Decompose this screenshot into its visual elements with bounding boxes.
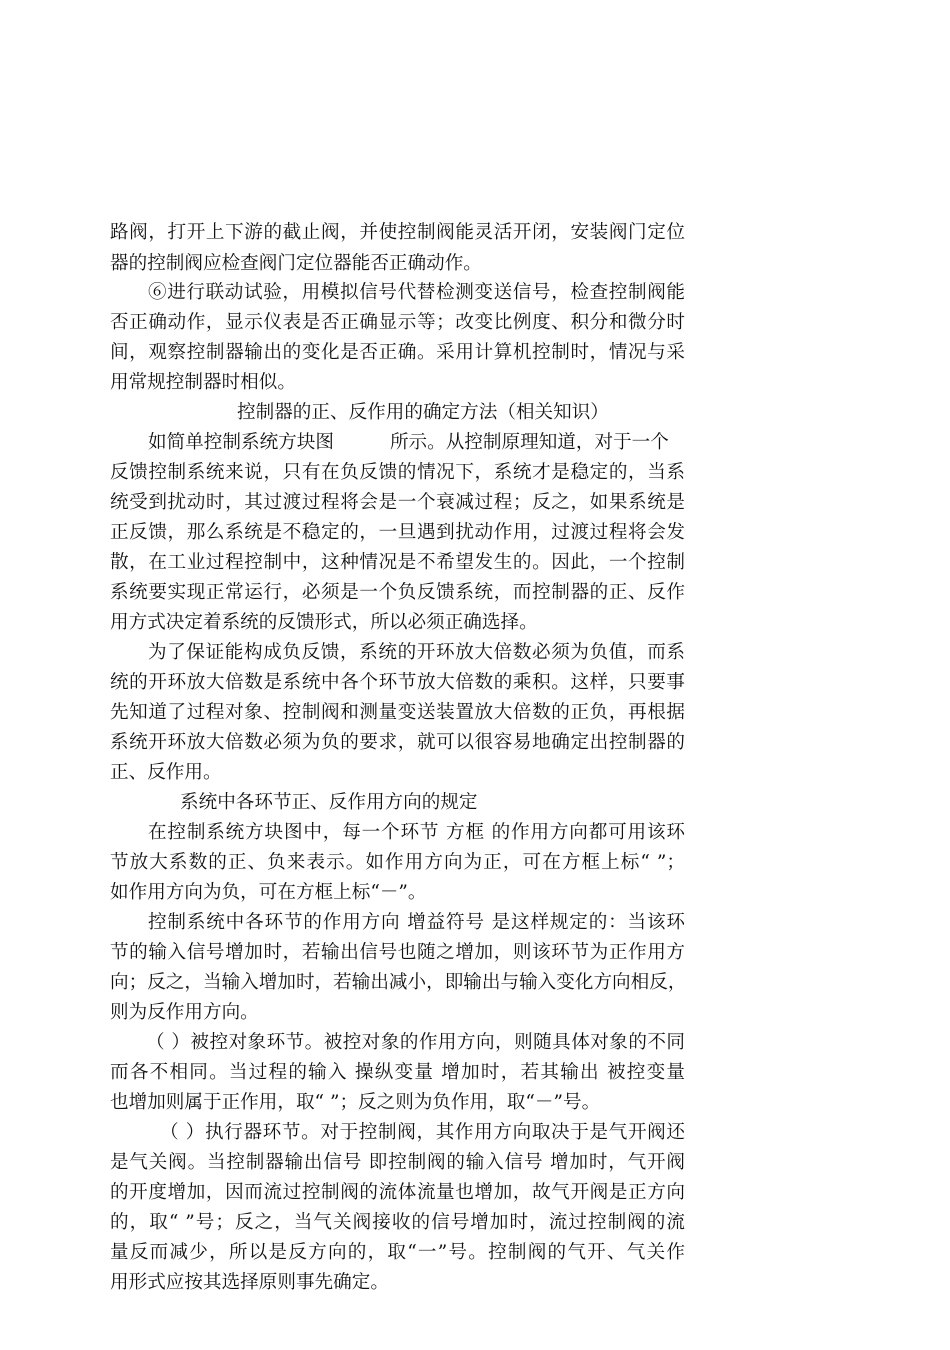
text-line: 节的输入信号增加时，若输出信号也随之增加，则该环节为正作用方 (110, 942, 685, 963)
text-line: 散，在工业过程控制中，这种情况是不希望发生的。因此，一个控制 (110, 552, 685, 573)
section-heading: 控制器的正、反作用的确定方法（相关知识） (237, 402, 609, 423)
list-item-start: （ ）被控对象环节。被控对象的作用方向，则随具体对象的不同 (146, 1032, 685, 1053)
text-line: 的开度增加，因而流过控制阀的流体流量也增加，故气开阀是正方向 (110, 1182, 685, 1203)
text-line: 正、反作用。 (110, 762, 222, 783)
text-fragment: 所示。从控制原理知道，对于一个 (389, 432, 669, 453)
text-line: 用常规控制器时相似。 (110, 372, 296, 393)
paragraph-start: 为了保证能构成负反馈，系统的开环放大倍数必须为负值，而系 (148, 642, 685, 663)
list-item-start: （ ）执行器环节。对于控制阀，其作用方向取决于是气开阀还 (160, 1122, 685, 1143)
text-line: 否正确动作，显示仪表是否正确显示等；改变比例度、积分和微分时 (110, 312, 685, 333)
paragraph-start: 控制系统中各环节的作用方向 增益符号 是这样规定的：当该环 (148, 912, 685, 933)
text-line: 量反而减少，所以是反方向的，取“一”号。控制阀的气开、气关作 (110, 1242, 685, 1263)
text-line: 正反馈，那么系统是不稳定的，一旦遇到扰动作用，过渡过程将会发 (110, 522, 685, 543)
text-line: 如作用方向为负，可在方框上标“－”。 (110, 882, 427, 903)
paragraph-start (148, 428, 669, 458)
text-line: 是气关阀。当控制器输出信号 即控制阀的输入信号 增加时，气开阀 (110, 1152, 685, 1173)
text-line: 节放大系数的正、负来表示。如作用方向为正，可在方框上标“ ”； (110, 852, 685, 873)
text-line: 系统要实现正常运行，必须是一个负反馈系统，而控制器的正、反作 (110, 582, 685, 603)
text-line: 间，观察控制器输出的变化是否正确。采用计算机控制时，情况与采 (110, 342, 685, 363)
text-line: 系统开环放大倍数必须为负的要求，就可以很容易地确定出控制器的 (110, 732, 685, 753)
text-line: 反馈控制系统来说，只有在负反馈的情况下，系统才是稳定的，当系 (110, 462, 685, 483)
text-line: 的，取“ ”号；反之，当气关阀接收的信号增加时，流过控制阀的流 (110, 1212, 685, 1233)
text-line: 路阀，打开上下游的截止阀，并使控制阀能灵活开闭，安装阀门定位 (110, 222, 685, 243)
text-line: 统受到扰动时，其过渡过程将会是一个衰减过程；反之，如果系统是 (110, 492, 685, 513)
paragraph-start: ⑥进行联动试验，用模拟信号代替检测变送信号，检查控制阀能 (148, 282, 685, 303)
text-line: 也增加则属于正作用，取“ ”；反之则为负作用，取“－”号。 (110, 1092, 601, 1113)
section-heading: 系统中各环节正、反作用方向的规定 (180, 792, 478, 813)
text-line: 而各不相同。当过程的输入 操纵变量 增加时，若其输出 被控变量 (110, 1062, 685, 1083)
text-line: 向；反之，当输入增加时，若输出减小，即输出与输入变化方向相反， (110, 972, 687, 993)
text-fragment: 如简单控制系统方块图 (148, 432, 334, 453)
text-line: 器的控制阀应检查阀门定位器能否正确动作。 (110, 253, 482, 274)
text-line: 用形式应按其选择原则事先确定。 (110, 1272, 389, 1293)
text-line: 统的开环放大倍数是系统中各个环节放大倍数的乘积。这样，只要事 (110, 672, 685, 693)
text-line: 用方式决定着系统的反馈形式，所以必须正确选择。 (110, 612, 538, 633)
text-line: 则为反作用方向。 (110, 1002, 259, 1023)
text-line: 先知道了过程对象、控制阀和测量变送装置放大倍数的正负，再根据 (110, 702, 685, 723)
paragraph-start: 在控制系统方块图中，每一个环节 方框 的作用方向都可用该环 (148, 822, 685, 843)
